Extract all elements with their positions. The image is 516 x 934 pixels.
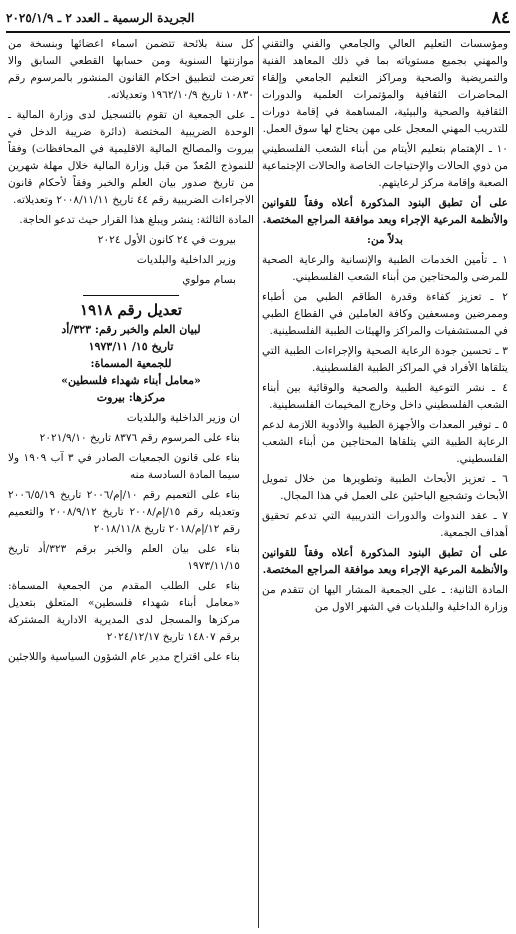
basis-item: بناء على قانون الجمعيات الصادر في ٣ آب ١٩٠٩ ولا سيما المادة السادسة منه: [8, 452, 241, 481]
left-column: [8, 36, 254, 669]
paragraph: ٣ ـ تحسين جودة الرعاية الصحية والإجراءات الطبية التي يتلقاها الأفراد في المراكز الطبية الفلسطينية.: [262, 345, 508, 374]
basis-item: بناء على الطلب المقدم من الجمعية المسماة: «معامل أبناء شهداء فلسطين» المتعلق بتعديل مركزها والمسجل لدى المديرية الادارية المشتركة برقم ١٤٨٠٧ تاريخ ٢٠٢٤/١٢/١٧: [8, 580, 240, 643]
basis-item: بناء على بيان العلم والخبر برقم ٣٢٣/أد تاريخ ١٩٧٣/١١/١٥: [8, 543, 240, 572]
header-divider: [6, 31, 510, 33]
paragraph: ـ على الجمعية ان تقوم بالتسجيل لدى وزارة المالية ـ الوحدة الضريبية المختصة (دائرة ضريبة الدخل في بيروت والمصالح المالية الاقليمية في المحافظات) وفقاً للنموذج المُعدّ من قبل وزارة المالية خلال مهلة شهرين من تاريخ صدور بيان العلم والخبر وفقاً لأحكام قانون الاجراءات الضريبية رقم ٤٤ تاريخ ٢٠٠٨/١١/١١ وتعديلاته.: [8, 109, 254, 206]
basis-item: بناء على المرسوم رقم ٨٣٧٦ تاريخ ٢٠٢١/٩/١٠: [39, 432, 240, 444]
condition-paragraph: على أن تطبق البنود المذكورة أعلاه وفقاً للقوانين والأنظمة المرعية الإجراء وبعد موافقة المراجع المختصة.: [262, 547, 508, 576]
column-divider: [258, 36, 259, 928]
condition-paragraph: على أن تطبق البنود المذكورة أعلاه وفقاً للقوانين والأنظمة المرعية الإجراء وبعد موافقة المراجع المختصة.: [262, 197, 508, 226]
minister-title: وزير الداخلية والبلديات: [136, 254, 236, 266]
article-three: المادة الثالثة: ينشر ويبلغ هذا القرار حيث تدعو الحاجة.: [19, 214, 254, 226]
paragraph: ١ ـ تأمين الخدمات الطبية والإنسانية والرعاية الصحية للمرضى والمحتاجين من أبناء الشعب الفلسطيني.: [262, 254, 508, 283]
signature-date: بيروت في ٢٤ كانون الأول ٢٠٢٤: [97, 234, 236, 246]
right-column: [262, 36, 508, 619]
paragraph: ٢ ـ تعزيز كفاءة وقدرة الطاقم الطبي من أطباء وممرضين ومسعفين وكافة العاملين في القطاع الطبي في المستشفيات والمراكز والهيئات الطبية الفلسطينية.: [262, 291, 508, 337]
article-two: المادة الثانية: ـ على الجمعية المشار اليها ان تتقدم من وزارة الداخلية والبلديات في الشهر الاول من: [262, 584, 508, 613]
page-number: ٨٤: [491, 8, 510, 28]
amendment-title: تعديل رقم ١٩١٨: [80, 301, 182, 319]
journal-title: الجريدة الرسمية ـ العدد ٢ ـ ٢٠٢٥/١/٩: [6, 11, 195, 25]
instead-of-heading: بدلاً من:: [367, 234, 403, 246]
intro-line: ان وزير الداخلية والبلديات: [126, 412, 240, 424]
basis-item: بناء على اقتراح مدير عام الشؤون السياسية واللاجئين: [8, 651, 240, 663]
paragraph: ٥ ـ توفير المعدات والأجهزة الطبية والأدوية اللازمة لدعم الرعاية الطبية التي يتلقاها المحتاجين من أبناء الشعب الفلسطيني.: [262, 419, 508, 465]
paragraph: ٧ ـ عقد الندوات والدورات التدريبية التي تدعم تحقيق أهداف الجمعية.: [262, 510, 508, 539]
minister-name: بسام مولوي: [182, 274, 236, 286]
paragraph: ٦ ـ تعزيز الأبحاث الطبية وتطويرها من خلال تمويل الأبحاث وتشجيع الباحثين على العمل في هذا المجال.: [262, 473, 508, 502]
page-header: [6, 6, 510, 30]
basis-item: بناء على التعميم رقم ١٠/إم/٢٠٠٦ تاريخ ٢٠٠٦/٥/١٩ وتعديله رقم ١٥/إم/٢٠٠٨ تاريخ ٢٠٠٨/٩/١٢ والتعميم رقم ١٢/إم/٢٠١٨ تاريخ ٢٠١٨/١١/٨: [8, 489, 240, 535]
paragraph: كل سنة بلائحة تتضمن اسماء اعضائها وبنسخة من موازنتها السنوية ومن حسابها القطعي السابق والا تعرضت لتطبيق احكام القانون المنشور بالمرسوم رقم ١٠٨٣٠ تاريخ ١٩٦٢/١٠/٩ وتعديلاته.: [8, 38, 254, 101]
paragraph: ٤ ـ نشر التوعية الطبية والصحية والوقائية بين أبناء الشعب الفلسطيني داخل وخارج المخيمات الفلسطينية.: [262, 382, 508, 411]
section-divider: [83, 295, 179, 296]
amendment-reference: لبيان العلم والخبر رقم: ٣٢٣/أد: [61, 323, 201, 336]
association-seat: مركزها: بيروت: [96, 391, 166, 404]
amendment-date: تاريخ ١٥/ ١٩٧٣/١١: [88, 340, 174, 353]
paragraph: ومؤسسات التعليم العالي والجامعي والفني والتقني والمهني بجميع مستوياته بما في ذلك المعاهد الفنية والتمريضية والصحية ومراكز التعليم الجامعي وإلقاء المحاضرات الثقافية والمؤتمرات العلمية والدورات الثقافية والصحية والبيئية، المساهمة في إقامة دورات للتدريب المهني المعجل على مهن يحتاج لها سوق العمل.: [262, 38, 508, 135]
association-name: «معامل أبناء شهداء فلسطين»: [61, 374, 201, 387]
association-label: للجمعية المسماة:: [90, 357, 172, 370]
paragraph: ١٠ ـ الإهتمام بتعليم الأيتام من أبناء الشعب الفلسطيني من ذوي الحالات والإحتياجات الخاصة والحالات الإجتماعية الصعبة وإقامة مركز لرعايتهم.: [262, 143, 508, 189]
